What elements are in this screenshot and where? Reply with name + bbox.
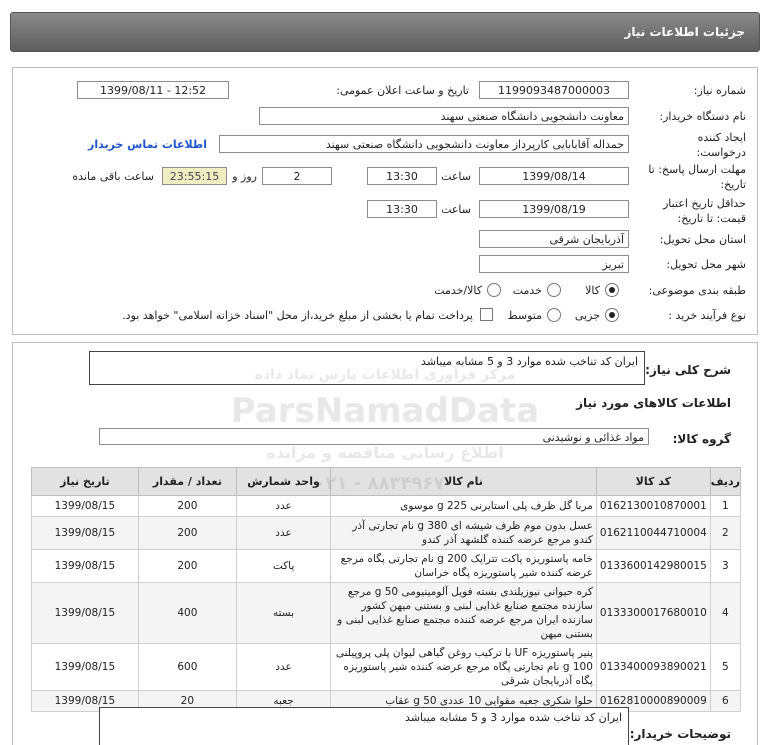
treasury-payment-checkbox[interactable]	[480, 308, 493, 321]
days-remaining-field[interactable]: 2	[262, 167, 332, 185]
city-field[interactable]: تبریز	[479, 255, 629, 273]
item-code: 0162110044710004	[596, 517, 710, 550]
item-need-date: 1399/08/15	[32, 517, 139, 550]
category-service-radio[interactable]	[547, 283, 561, 297]
validity-time-label: ساعت	[441, 203, 471, 216]
category-goods-radio[interactable]	[605, 283, 619, 297]
buyer-notes-label: توضیحات خریدار:	[629, 727, 731, 741]
announce-datetime-label: تاریخ و ساعت اعلان عمومی:	[336, 84, 469, 97]
need-number-label: شماره نیاز:	[693, 84, 746, 97]
remaining-time-label: ساعت باقی مانده	[72, 170, 154, 183]
goods-section-title: اطلاعات کالاهای مورد نیاز	[576, 396, 731, 410]
row-number: 6	[710, 691, 740, 712]
goods-panel	[12, 342, 758, 745]
item-unit: عدد	[236, 644, 330, 691]
item-unit: عدد	[236, 517, 330, 550]
description-box: ایران کد تناخب شده موارد 3 و 5 مشابه میباشد	[89, 351, 645, 385]
table-row[interactable]	[32, 517, 741, 550]
item-quantity: 400	[138, 583, 236, 644]
category-goods-service-radio[interactable]	[487, 283, 501, 297]
need-number-field[interactable]: 1199093487000003	[479, 81, 629, 99]
col-quantity: تعداد / مقدار	[138, 468, 236, 496]
deadline-time-field[interactable]: 13:30	[367, 167, 437, 185]
page-title: جزئیات اطلاعات نیاز	[10, 12, 760, 52]
deadline-label: مهلت ارسال پاسخ: تا تاریخ:	[648, 163, 746, 191]
item-name: پنیر پاستوریزه UF با ترکیب روغن گیاهی لیوان پلی پروپیلنی 100 g نام تجارتی پگاه مرجع عرضه کننده شیر پاستوریزه پگاه آذربایجان شرقی	[331, 644, 597, 691]
category-service-label: خدمت	[512, 284, 542, 297]
item-name: مربا گل ظرف پلی استایرنی 225 g موسوی	[331, 496, 597, 517]
process-medium-label: متوسط	[507, 309, 542, 322]
item-unit: بسته	[236, 583, 330, 644]
category-label: طبقه بندی موضوعی:	[648, 284, 746, 297]
item-code: 0133300017680010	[596, 583, 710, 644]
col-row-number: ردیف	[710, 468, 740, 496]
item-need-date: 1399/08/15	[32, 583, 139, 644]
goods-table	[31, 467, 741, 712]
process-minor-label: جزیی	[574, 309, 600, 322]
item-name: کره حیوانی نیوزیلندی بسته فویل آلومینیومی 50 g مرجع سازنده مجتمع صنایع غذایی لبنی و بستنی میهن کشور سازنده ایران مرجع عرضه کننده مجتمع صنایع غذایی لبنی و بستنی میهن	[331, 583, 597, 644]
row-number: 5	[710, 644, 740, 691]
row-number: 2	[710, 517, 740, 550]
category-goods-service-label: کالا/خدمت	[434, 284, 482, 297]
requester-field[interactable]: حمداله آقابابایی کارپرداز معاونت دانشجویی دانشگاه صنعتی سهند	[219, 135, 629, 153]
item-need-date: 1399/08/15	[32, 496, 139, 517]
col-item-code: کد کالا	[596, 468, 710, 496]
item-need-date: 1399/08/15	[32, 550, 139, 583]
item-quantity: 600	[138, 644, 236, 691]
announce-datetime-field[interactable]: 1399/08/11 - 12:52	[77, 81, 229, 99]
row-number: 3	[710, 550, 740, 583]
buyer-contact-link[interactable]: اطلاعات تماس خریدار	[87, 138, 207, 151]
process-type-label: نوع فرآیند خرید :	[668, 309, 746, 322]
requester-label: ایجاد کننده درخواست:	[696, 131, 746, 159]
item-quantity: 200	[138, 550, 236, 583]
treasury-payment-note: پرداخت تمام یا بخشی از مبلغ خرید،از محل "اسناد خزانه اسلامی" خواهد بود.	[122, 309, 473, 322]
remaining-time-field: 23:55:15	[162, 167, 227, 185]
province-field[interactable]: آذربایجان شرقی	[479, 230, 629, 248]
col-need-date: تاریخ نیاز	[32, 468, 139, 496]
item-name: خامه پاستوریزه پاکت تتراپک 200 g نام تجارتی پگاه مرجع عرضه کننده شیر پاستوریزه پگاه خراسان	[331, 550, 597, 583]
table-row[interactable]	[32, 550, 741, 583]
col-item-name: نام کالا	[331, 468, 597, 496]
item-unit: جعبه	[236, 691, 330, 712]
col-unit: واحد شمارش	[236, 468, 330, 496]
description-label: شرح کلی نیاز:	[645, 363, 731, 377]
item-need-date: 1399/08/15	[32, 691, 139, 712]
goods-group-label: گروه کالا:	[672, 432, 731, 446]
deadline-date-field[interactable]: 1399/08/14	[479, 167, 629, 185]
need-info-panel	[12, 67, 758, 335]
table-row[interactable]	[32, 583, 741, 644]
item-name: عسل بدون موم ظرف شیشه ای 380 g نام تجارتی آذر کندو مرجع عرضه کننده گلشهد آذر کندو	[331, 517, 597, 550]
item-code: 0162130010870001	[596, 496, 710, 517]
goods-table-header	[32, 468, 741, 496]
item-code: 0133400093890021	[596, 644, 710, 691]
item-unit: عدد	[236, 496, 330, 517]
item-code: 0133600142980015	[596, 550, 710, 583]
days-label: روز و	[232, 170, 257, 183]
row-number: 1	[710, 496, 740, 517]
province-label: استان محل تحویل:	[659, 233, 746, 246]
item-name: حلوا شکری جعبه مقوایی 10 عددی 50 g عقاب	[331, 691, 597, 712]
item-quantity: 20	[138, 691, 236, 712]
goods-group-field[interactable]: مواد غذائی و نوشیدنی	[99, 428, 649, 445]
buyer-org-label: نام دستگاه خریدار:	[659, 110, 746, 123]
row-number: 4	[710, 583, 740, 644]
table-row[interactable]	[32, 496, 741, 517]
validity-time-field[interactable]: 13:30	[367, 200, 437, 218]
city-label: شهر محل تحویل:	[666, 258, 746, 271]
price-validity-label: حداقل تاریخ اعتبار قیمت: تا تاریخ:	[662, 197, 746, 225]
buyer-org-field[interactable]: معاونت دانشجویی دانشگاه صنعتی سهند	[259, 107, 629, 125]
item-quantity: 200	[138, 517, 236, 550]
validity-date-field[interactable]: 1399/08/19	[479, 200, 629, 218]
item-quantity: 200	[138, 496, 236, 517]
item-code: 0162810000890009	[596, 691, 710, 712]
table-row[interactable]	[32, 644, 741, 691]
category-goods-label: کالا	[585, 284, 600, 297]
item-unit: پاکت	[236, 550, 330, 583]
item-need-date: 1399/08/15	[32, 644, 139, 691]
process-medium-radio[interactable]	[547, 308, 561, 322]
process-minor-radio[interactable]	[605, 308, 619, 322]
buyer-notes-box: ایران کد تناخب شده موارد 3 و 5 مشابه میباشد	[99, 707, 629, 745]
deadline-time-label: ساعت	[441, 170, 471, 183]
